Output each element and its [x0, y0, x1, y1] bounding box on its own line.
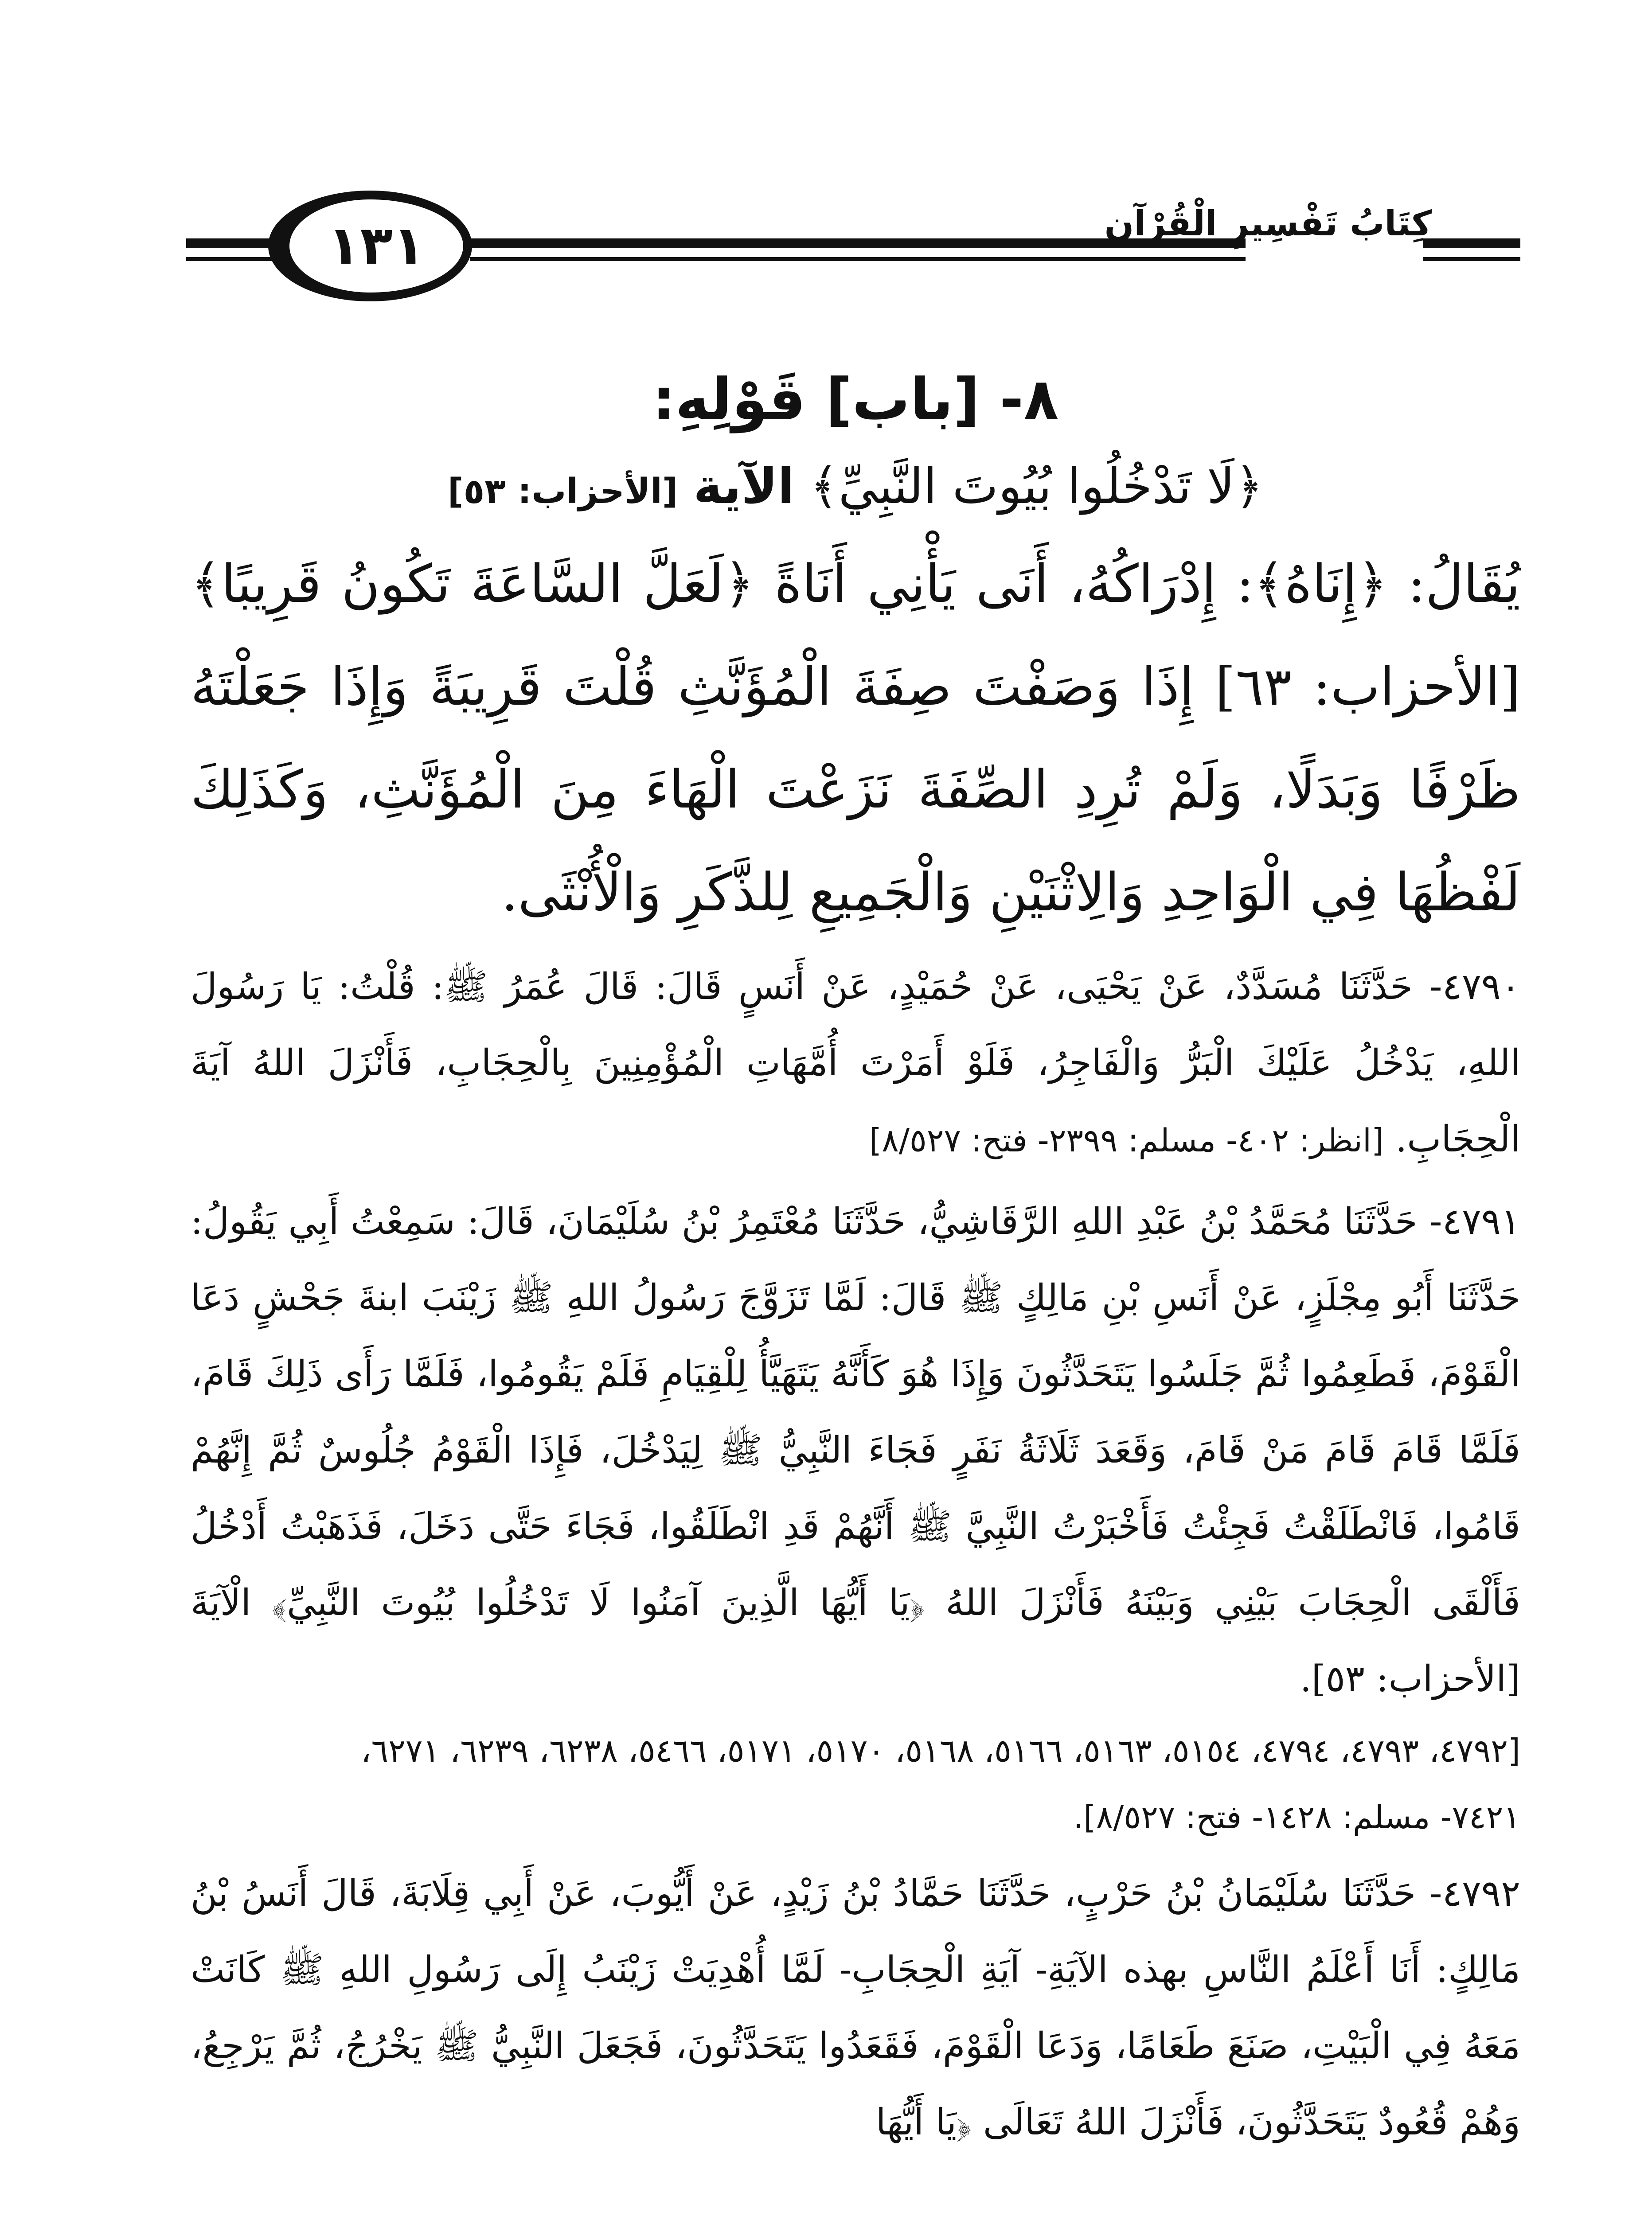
- hadith-4792: [191, 1856, 1520, 2161]
- verse-text: ﴿لَا تَدْخُلُوا بُيُوتَ النَّبِيِّ﴾: [810, 457, 1264, 515]
- verse-line: [191, 453, 1520, 519]
- header-rule: [1423, 238, 1520, 248]
- header-rule: [1423, 257, 1520, 261]
- header-rule: [470, 257, 1246, 261]
- hadith-4791: [191, 1184, 1520, 1717]
- page-body: [191, 363, 1520, 2161]
- hadith-4790: [191, 949, 1520, 1178]
- commentary-paragraph: يُقَالُ: ﴿إِنَاهُ﴾: إِدْرَاكُهُ، أَنَى يَأْنِي أَنَاةً ﴿لَعَلَّ السَّاعَةَ تَكُونُ قَرِيبًا﴾ [الأحزاب: ٦٣] إِذَا وَصَفْتَ صِفَةَ الْمُؤَنَّثِ قُلْتَ قَرِيبَةً وَإِذَا جَعَلْتَهُ ظَرْفًا وَبَدَلًا، وَلَمْ تُرِدِ الصِّفَةَ نَزَعْتَ الْهَاءَ مِنَ الْمُؤَنَّثِ، وَكَذَلِكَ لَفْظُهَا فِي الْوَاحِدِ وَالِاثْنَيْنِ وَالْجَمِيعِ لِلذَّكَرِ وَالْأُنْثَى.: [191, 553, 1520, 923]
- hadith-number: ٤٧٩١-: [1429, 1201, 1520, 1243]
- aya-label: الآية: [693, 457, 795, 515]
- header-rule: [186, 238, 281, 248]
- hadith-text: حَدَّثَنَا سُلَيْمَانُ بْنُ حَرْبٍ، حَدَّثَنَا حَمَّادُ بْنُ زَيْدٍ، عَنْ أَيُّوبَ، عَنْ أَبِي قِلَابَةَ، قَالَ أَنَسُ بْنُ مَالِكٍ: أَنَا أَعْلَمُ النَّاسِ بهذه الآيَةِ- آيَةِ الْحِجَابِ- لَمَّا أُهْدِيَتْ زَيْنَبُ إِلَى رَسُولِ اللهِ ﷺ كَانَتْ مَعَهُ فِي الْبَيْتِ، صَنَعَ طَعَامًا، وَدَعَا الْقَوْمَ، فَقَعَدُوا يَتَحَدَّثُونَ، فَجَعَلَ النَّبِيُّ ﷺ يَخْرُجُ، ثُمَّ يَرْجِعُ، وَهُمْ قُعُودٌ يَتَحَدَّثُونَ، فَأَنْزَلَ اللهُ تَعَالَى ﴿يَا أَيُّهَا: [191, 1873, 1520, 2143]
- header-rule: [186, 257, 281, 261]
- page-number-badge: [268, 191, 472, 301]
- verse-reference: [الأحزاب: ٥٣]: [447, 471, 678, 511]
- page-number: ١٣١: [328, 215, 425, 277]
- hadith-text: حَدَّثَنَا مُسَدَّدٌ، عَنْ يَحْيَى، عَنْ حُمَيْدٍ، عَنْ أَنَسٍ قَالَ: قَالَ عُمَرُ ﷺ: قُلْتُ: يَا رَسُولَ اللهِ، يَدْخُلُ عَلَيْكَ الْبَرُّ وَالْفَاجِرُ، فَلَوْ أَمَرْتَ أُمَّهَاتِ الْمُؤْمِنِينَ بِالْحِجَابِ، فَأَنْزَلَ اللهُ آيَةَ الْحِجَابِ.: [191, 966, 1520, 1160]
- hadith-number: ٤٧٩٢-: [1429, 1873, 1520, 1915]
- page-header: [186, 186, 1520, 324]
- chapter-heading: ٨- [باب] قَوْلِهِ:: [652, 366, 1059, 433]
- hadith-cross-reference: [انظر: ٤٠٢- مسلم: ٢٣٩٩- فتح: ٨/٥٢٧]: [869, 1122, 1384, 1159]
- running-title: كِتَابُ تَفْسِيرِ الْقُرْآنِ: [1104, 204, 1432, 244]
- hadith-text: حَدَّثَنَا مُحَمَّدُ بْنُ عَبْدِ اللهِ الرَّقَاشِيُّ، حَدَّثَنَا مُعْتَمِرُ بْنُ سُلَيْمَانَ، قَالَ: سَمِعْتُ أَبِي يَقُولُ: حَدَّثَنَا أَبُو مِجْلَزٍ، عَنْ أَنَسِ بْنِ مَالِكٍ ﷺ قَالَ: لَمَّا تَزَوَّجَ رَسُولُ اللهِ ﷺ زَيْنَبَ ابنةَ جَحْشٍ دَعَا الْقَوْمَ، فَطَعِمُوا ثُمَّ جَلَسُوا يَتَحَدَّثُونَ وَإِذَا هُوَ كَأَنَّهُ يَتَهَيَّأُ لِلْقِيَامِ فَلَمْ يَقُومُوا، فَلَمَّا رَأَى ذَلِكَ قَامَ، فَلَمَّا قَامَ قَامَ مَنْ قَامَ، وَقَعَدَ ثَلَاثَةُ نَفَرٍ فَجَاءَ النَّبِيُّ ﷺ لِيَدْخُلَ، فَإِذَا الْقَوْمُ جُلُوسٌ ثُمَّ إِنَّهُمْ قَامُوا، فَانْطَلَقْتُ فَجِئْتُ فَأَخْبَرْتُ النَّبِيَّ ﷺ أَنَّهُمْ قَدِ انْطَلَقُوا، فَجَاءَ حَتَّى دَخَلَ، فَذَهَبْتُ أَدْخُلُ فَأَلْقَى الْحِجَابَ بَيْنِي وَبَيْنَهُ فَأَنْزَلَ اللهُ ﴿يَا أَيُّهَا الَّذِينَ آمَنُوا لَا تَدْخُلُوا بُيُوتَ النَّبِيِّ﴾ الْآيَةَ [الأحزاب: ٥٣].: [191, 1201, 1520, 1700]
- hadith-cross-reference: ٧٤٢١- مسلم: ١٤٢٨- فتح: ٨/٥٢٧].: [1073, 1799, 1520, 1836]
- hadith-cross-reference: [٤٧٩٢، ٤٧٩٣، ٤٧٩٤، ٥١٥٤، ٥١٦٣، ٥١٦٦، ٥١٦٨، ٥١٧٠، ٥١٧١، ٥٤٦٦، ٦٢٣٨، ٦٢٣٩، ٦٢٧١،: [361, 1732, 1520, 1769]
- hadith-number: ٤٧٩٠-: [1429, 966, 1520, 1008]
